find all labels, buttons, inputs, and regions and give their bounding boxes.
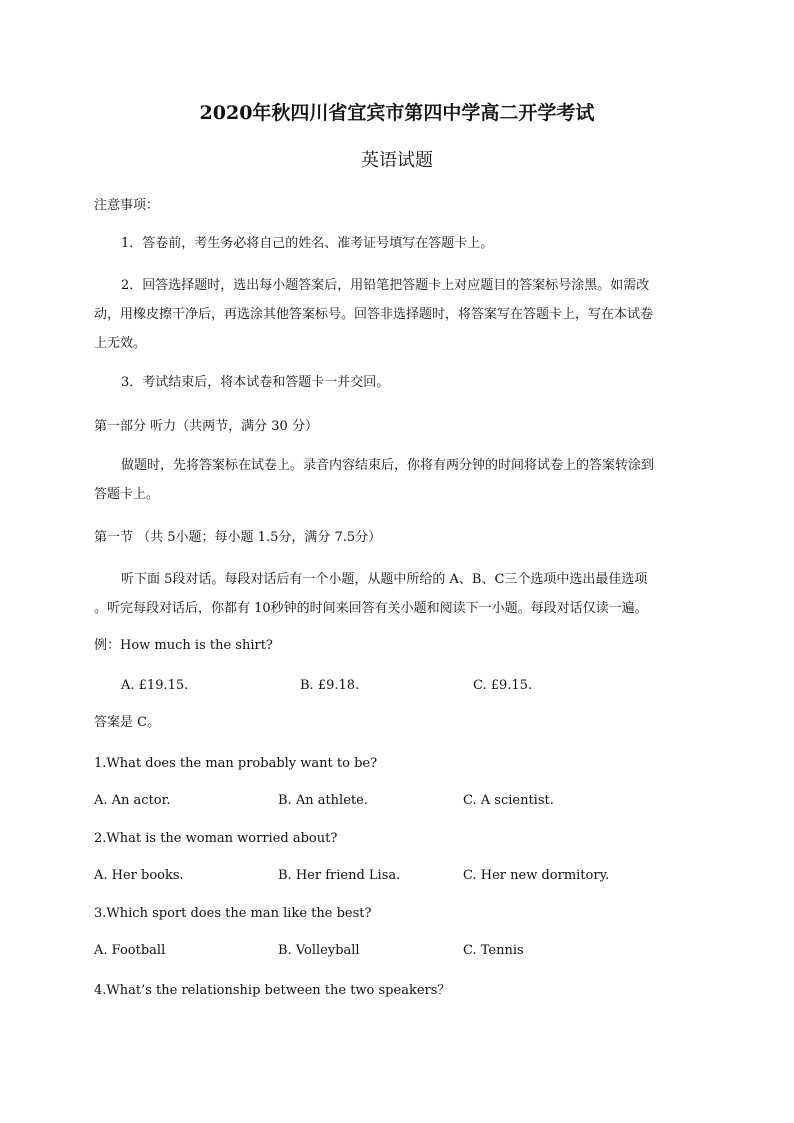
section1-instruction-line-1: 听下面 5段对话。每段对话后有一个小题，从题中所给的 A、B、C三个选项中选出最佳选项 <box>121 572 648 587</box>
question-2: 2.What is the woman worried about? <box>94 831 338 846</box>
question-3-option-c: C. Tennis <box>463 943 524 958</box>
question-4: 4.What’s the relationship between the two speakers？ <box>94 983 451 998</box>
example-option-c: C. £9.15. <box>473 678 533 693</box>
section1-heading: 第一节 （共 5小题；每小题 1.5分，满分 7.5分） <box>94 530 382 545</box>
question-2-option-c: C. Her new dormitory. <box>463 868 610 883</box>
question-1-option-a: A. An actor. <box>94 793 171 808</box>
question-1-option-b: B. An athlete. <box>278 793 368 808</box>
exam-subtitle: 英语试题 <box>361 150 433 171</box>
notice-item-3: 3．考试结束后，将本试卷和答题卡一并交回。 <box>121 375 390 390</box>
part1-instruction-line-1: 做题时，先将答案标在试卷上。录音内容结束后，你将有两分钟的时间将试卷上的答案转涂到 <box>121 458 655 473</box>
question-1-option-c: C. A scientist. <box>463 793 554 808</box>
section1-instruction-line-2: 。听完每段对话后，你都有 10秒钟的时间来回答有关小题和阅读下一小题。每段对话仅读一遍。 <box>94 601 648 616</box>
notice-item-2-line-3: 上无效。 <box>94 336 147 351</box>
question-1: 1.What does the man probably want to be? <box>94 756 378 771</box>
question-2-option-b: B. Her friend Lisa. <box>278 868 401 883</box>
question-3-option-a: A. Football <box>94 943 166 958</box>
question-3-option-b: B. Volleyball <box>278 943 360 958</box>
notice-item-1: 1．答卷前，考生务必将自己的姓名、准考证号填写在答题卡上。 <box>121 236 494 251</box>
notice-item-2-line-2: 动，用橡皮擦干净后，再选涂其他答案标号。回答非选择题时，将答案写在答题卡上，写在本试卷 <box>94 307 654 322</box>
example-answer: 答案是 C。 <box>94 715 161 730</box>
question-3: 3.Which sport does the man like the best? <box>94 906 372 921</box>
example-option-b: B. £9.18. <box>300 678 360 693</box>
notice-item-2-line-1: 2．回答选择题时，选出每小题答案后，用铅笔把答题卡上对应题目的答案标号涂黑。如需改 <box>121 278 650 293</box>
example-question: 例：How much is the shirt? <box>94 638 273 653</box>
example-option-a: A. £19.15. <box>121 678 189 693</box>
question-2-option-a: A. Her books. <box>94 868 184 883</box>
exam-title: 2020年秋四川省宜宾市第四中学高二开学考试 <box>199 102 595 124</box>
part1-instruction-line-2: 答题卡上。 <box>94 487 160 502</box>
part1-heading: 第一部分 听力（共两节，满分 30 分） <box>94 419 318 434</box>
notice-heading: 注意事项： <box>94 198 160 213</box>
